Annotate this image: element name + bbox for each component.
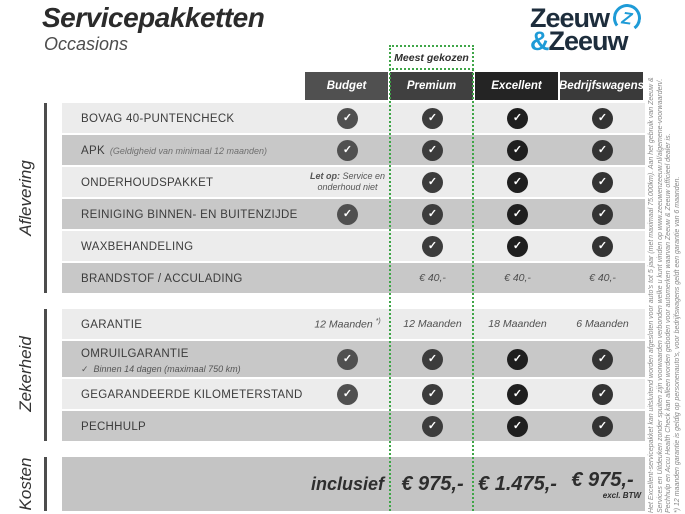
row-label: REINIGING BINNEN- EN BUITENZIJDE	[81, 209, 298, 221]
section-zekerheid	[62, 309, 645, 443]
row-label: GEGARANDEERDE KILOMETERSTAND	[81, 389, 303, 401]
cell-note-text: Let op: Service en onderhoud niet	[309, 171, 386, 192]
row-label-cell	[62, 237, 305, 255]
check-icon: ✓	[592, 140, 613, 161]
row-label-cell	[62, 315, 305, 333]
check-icon: ✓	[422, 236, 443, 257]
cell-value-text: € 40,-	[419, 272, 446, 284]
cell-value-text: € 40,-	[589, 272, 616, 284]
cell-value	[560, 272, 645, 284]
check-icon: ✓	[422, 384, 443, 405]
check-icon: ✓	[592, 108, 613, 129]
table-row	[62, 199, 645, 229]
cell-check	[305, 384, 390, 405]
table-row	[62, 103, 645, 133]
cell-check	[560, 108, 645, 129]
column-header-premium: Premium	[390, 72, 473, 100]
cell-check	[390, 204, 475, 225]
table-row	[62, 341, 645, 377]
row-label-cell	[62, 269, 305, 287]
check-icon: ✓	[422, 349, 443, 370]
cell-value-text: 12 Maanden *)	[314, 317, 381, 331]
row-label-note: (Geldigheid van minimaal 12 maanden)	[109, 146, 268, 156]
check-icon: ✓	[507, 108, 528, 129]
cell-note	[305, 171, 390, 193]
logo-word-1: Zeeuw	[529, 2, 609, 33]
kosten-value-text: € 975,-	[571, 468, 634, 491]
row-label-cell	[62, 344, 305, 375]
section-bar-kosten	[44, 457, 47, 511]
row-label: APK	[81, 145, 105, 157]
check-icon: ✓	[422, 140, 443, 161]
small-check-icon: ✓	[81, 363, 89, 374]
check-icon: ✓	[422, 204, 443, 225]
kosten-inclusief	[305, 474, 390, 495]
kosten-value-text: inclusief	[310, 473, 385, 494]
logo-ampersand: &	[529, 26, 549, 56]
section-label-zekerheid: Zekerheid	[16, 336, 35, 412]
cell-check	[305, 108, 390, 129]
check-icon: ✓	[592, 204, 613, 225]
row-label-cell	[62, 173, 305, 191]
column-header-excellent: Excellent	[475, 72, 558, 100]
cell-check	[475, 108, 560, 129]
cell-check	[560, 236, 645, 257]
table-row	[62, 135, 645, 165]
table-row	[62, 379, 645, 409]
check-icon: ✓	[507, 204, 528, 225]
cell-check	[475, 416, 560, 437]
cell-check	[390, 236, 475, 257]
table-row	[62, 167, 645, 197]
check-icon: ✓	[337, 384, 358, 405]
cell-check	[475, 349, 560, 370]
cell-check	[475, 236, 560, 257]
fine-print-line: Het Excellent-servicepakket kan uitsluitend worden afgesloten voor auto's tot 5 jaar (met maximaal 75.000km). Aan het gebruik van Zeeuw &	[648, 77, 655, 513]
kosten-note: excl. BTW	[602, 490, 641, 500]
cell-value	[390, 318, 475, 330]
row-label-cell	[62, 205, 305, 223]
row-label: ONDERHOUDSPAKKET	[81, 177, 214, 189]
check-icon: ✓	[422, 108, 443, 129]
cell-value-text: € 40,-	[504, 272, 531, 284]
row-label: OMRUILGARANTIE	[81, 347, 189, 360]
check-icon: ✓	[507, 384, 528, 405]
check-icon: ✓	[507, 140, 528, 161]
kosten-value-text: € 975,-	[401, 472, 464, 495]
check-icon: ✓	[507, 172, 528, 193]
zeeuw-z-logo-icon: Z	[611, 2, 643, 34]
row-label: BOVAG 40-PUNTENCHECK	[81, 113, 235, 125]
cell-value-text: 12 Maanden	[403, 318, 462, 330]
cell-value-text: 18 Maanden	[488, 318, 547, 330]
cell-value	[390, 272, 475, 284]
row-label: BRANDSTOF / ACCULADING	[81, 273, 243, 285]
cell-value	[305, 318, 390, 331]
row-label-cell	[62, 417, 305, 435]
cell-check	[305, 349, 390, 370]
most-chosen-badge: Meest gekozen	[389, 45, 474, 70]
check-icon: ✓	[337, 204, 358, 225]
cell-check	[475, 140, 560, 161]
column-header-bedrijfswagens: Bedrijfswagens	[560, 72, 643, 100]
cell-check	[390, 416, 475, 437]
table-row	[62, 411, 645, 441]
kosten-band	[62, 457, 645, 511]
section-aflevering	[62, 103, 645, 295]
fine-print-text	[648, 77, 682, 513]
check-icon: ✓	[592, 384, 613, 405]
check-icon: ✓	[507, 349, 528, 370]
cell-value	[475, 318, 560, 330]
row-label-cell	[62, 141, 305, 159]
check-icon: ✓	[592, 416, 613, 437]
cell-check	[475, 172, 560, 193]
check-icon: ✓	[507, 236, 528, 257]
cell-value	[475, 272, 560, 284]
cell-check	[390, 140, 475, 161]
check-icon: ✓	[337, 140, 358, 161]
check-icon: ✓	[592, 172, 613, 193]
table-row	[62, 309, 645, 339]
cell-check	[390, 349, 475, 370]
zeeuw-zeeuw-logo	[530, 4, 641, 55]
section-label-aflevering: Aflevering	[16, 160, 35, 236]
check-icon: ✓	[422, 172, 443, 193]
row-label-cell	[62, 385, 305, 403]
cell-check	[560, 140, 645, 161]
cell-check	[305, 140, 390, 161]
row-label: WAXBEHANDELING	[81, 241, 194, 253]
cell-check	[560, 416, 645, 437]
cell-check	[560, 172, 645, 193]
table-row	[62, 263, 645, 293]
check-icon: ✓	[507, 416, 528, 437]
cell-check	[305, 204, 390, 225]
cell-check	[390, 172, 475, 193]
check-icon: ✓	[422, 416, 443, 437]
row-label: GARANTIE	[81, 319, 143, 331]
section-bar-aflevering	[44, 103, 47, 293]
kosten-price	[390, 473, 475, 496]
fine-print-line: Pechhulp en Accu Health Check kan alleen worden geboden voor automerken waarvan Zeeuw & Zeeuw officieel dealer is.	[665, 133, 673, 513]
column-headers	[305, 72, 643, 100]
logo-word-2: Zeeuw	[548, 26, 628, 56]
cell-check	[390, 384, 475, 405]
page-title: Servicepakketten	[42, 2, 265, 33]
page-subtitle: Occasions	[44, 34, 129, 54]
row-label: PECHHULP	[81, 421, 147, 433]
check-icon: ✓	[337, 349, 358, 370]
kosten-value-text: € 1.475,-	[478, 472, 557, 495]
cell-value	[560, 318, 645, 330]
check-icon: ✓	[592, 349, 613, 370]
cell-check	[390, 108, 475, 129]
check-icon: ✓	[592, 236, 613, 257]
kosten-price	[475, 473, 560, 496]
cell-value-text: 6 Maanden	[576, 318, 629, 330]
fine-print	[648, 77, 682, 513]
cell-check	[560, 204, 645, 225]
cell-check	[560, 384, 645, 405]
section-label-kosten: Kosten	[16, 457, 35, 511]
cell-check	[475, 204, 560, 225]
row-label-cell	[62, 109, 305, 127]
table-row	[62, 231, 645, 261]
row-sublabel: ✓ Binnen 14 dagen (maximaal 750 km)	[81, 363, 241, 374]
section-bar-zekerheid	[44, 309, 47, 441]
cell-check	[475, 384, 560, 405]
cell-check	[560, 349, 645, 370]
check-icon: ✓	[337, 108, 358, 129]
column-header-budget: Budget	[305, 72, 388, 100]
fine-print-line: Services en Uitdeuken zonder spuiten zijn voorwaarden verbonden welke u kunt vinden op www.zeeuwenzeeuw.nl/algemene-voorwaarden/.	[656, 78, 664, 513]
fine-print-line: *) 12 maanden garantie is geldig op personenauto's, voor bedrijfswagens geldt een garantie van 6 maanden.	[673, 176, 681, 513]
kosten-price	[560, 469, 645, 500]
